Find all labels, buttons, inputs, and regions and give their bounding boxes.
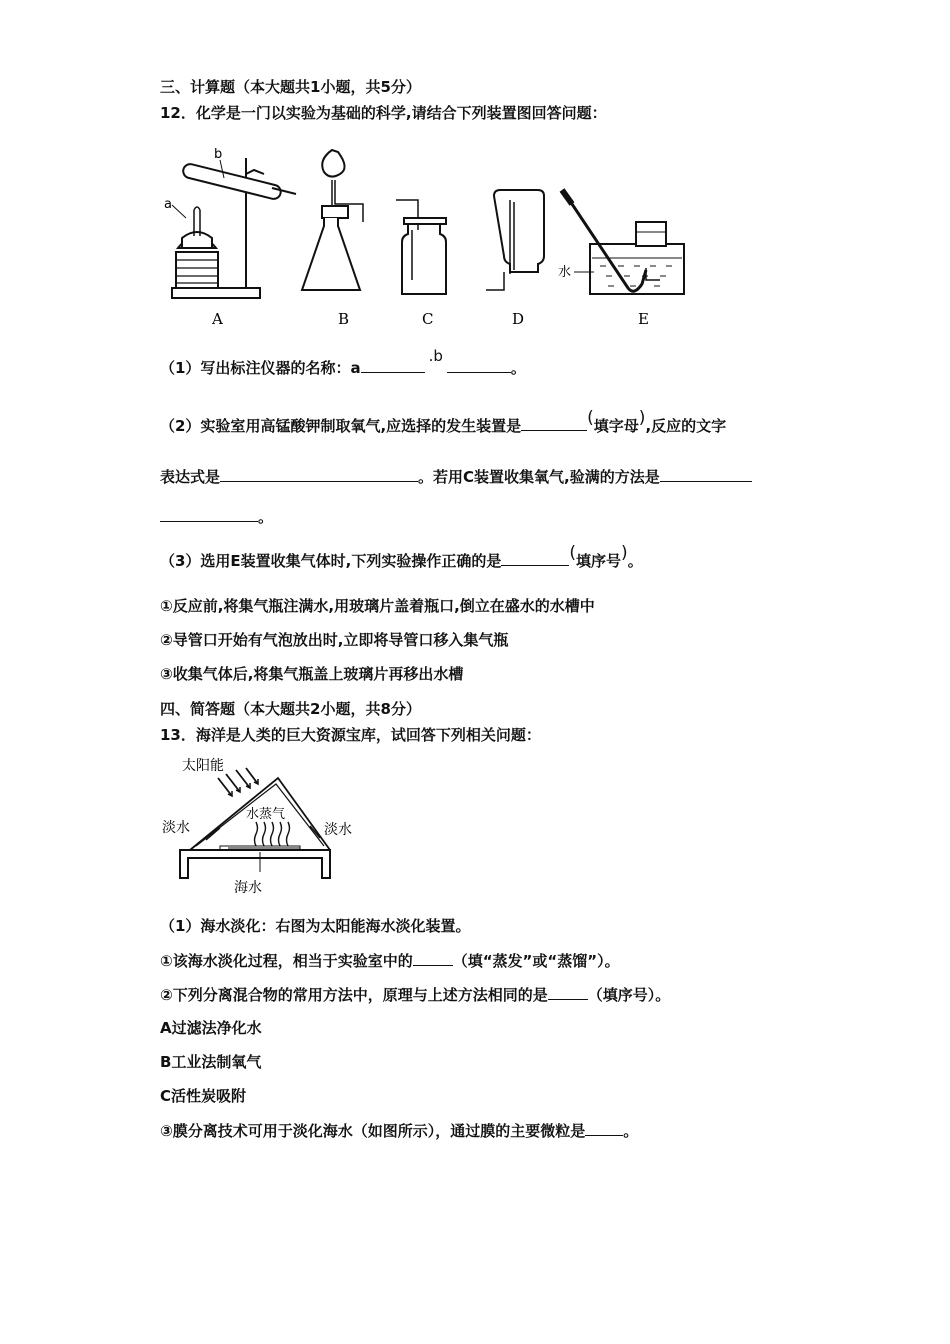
label-solar: 太阳能 <box>182 758 224 774</box>
question-13-stem: 13．海洋是人类的巨大资源宝库，试回答下列相关问题： <box>160 726 541 744</box>
paren-close-3: ) <box>621 543 628 563</box>
figure-label-water: 水 <box>558 265 572 280</box>
apparatus-d <box>486 190 544 290</box>
q13-sub1-hint: （填“蒸发”或“蒸馏”）。 <box>452 952 620 970</box>
option-1: ①反应前,将集气瓶注满水,用玻璃片盖着瓶口,倒立在盛水的水槽中 <box>160 597 595 615</box>
q12-part3-end: 。 <box>627 552 643 570</box>
q12-part2-text2: ,反应的文字 <box>645 417 727 435</box>
q13-sub2-text: ②下列分离混合物的常用方法中，原理与上述方法相同的是 <box>160 986 548 1004</box>
q12-part2-expr: 表达式是 <box>160 468 221 486</box>
question-12-stem: 12．化学是一门以实验为基础的科学,请结合下列装置图回答问题： <box>160 104 607 122</box>
choice-b: B工业法制氧气 <box>160 1053 262 1071</box>
answer-blank-process[interactable] <box>413 950 453 966</box>
q12-part2-line2 <box>160 466 752 487</box>
section-heading-4: 四、简答题（本大题共2小题，共8分） <box>160 700 421 718</box>
q13-sub2 <box>160 984 670 1005</box>
q13-sub2-hint: （填序号）。 <box>587 986 671 1004</box>
q12-part2-line3 <box>160 506 273 527</box>
solar-desalination-figure <box>160 752 370 898</box>
answer-blank-b[interactable] <box>447 357 511 373</box>
figure-label-b: b <box>214 147 223 162</box>
q12-part3 <box>160 543 643 571</box>
label-sea: 海水 <box>234 880 262 896</box>
option-2: ②导管口开始有气泡放出时,立即将导管口移入集气瓶 <box>160 631 509 649</box>
lab-apparatus-figure <box>160 140 700 335</box>
answer-blank-equation[interactable] <box>220 466 418 482</box>
label-fresh-left: 淡水 <box>162 820 190 836</box>
answer-blank-operation[interactable] <box>501 550 569 566</box>
apparatus-a <box>172 158 296 298</box>
q12-part1-b: .b <box>428 347 443 365</box>
q13-sub1-text: ①该海水淡化过程，相当于实验室中的 <box>160 952 413 970</box>
answer-blank-check-2[interactable] <box>160 506 258 522</box>
paren-open-3: ( <box>569 543 577 563</box>
apparatus-label-c: C <box>422 310 434 328</box>
q13-sub3-text: ③膜分离技术可用于淡化海水（如图所示），通过膜的主要微粒是 <box>160 1122 586 1140</box>
q12-part2-end: 。 <box>258 508 274 526</box>
apparatus-c <box>396 200 446 294</box>
apparatus-label-e: E <box>638 310 649 328</box>
answer-blank-method[interactable] <box>548 984 588 1000</box>
apparatus-label-a: A <box>212 310 223 328</box>
q12-part2-check: 。若用C装置收集氧气,验满的方法是 <box>418 468 660 486</box>
apparatus-label-d: D <box>512 310 525 328</box>
apparatus-e <box>562 190 684 294</box>
choice-a: A过滤法净化水 <box>160 1019 262 1037</box>
q13-part1: （1）海水淡化：右图为太阳能海水淡化装置。 <box>160 917 471 935</box>
q13-sub3-end: 。 <box>623 1122 639 1140</box>
answer-blank-device[interactable] <box>521 415 587 431</box>
figure-label-a: a <box>164 197 172 212</box>
q12-part1-end: 。 <box>510 359 526 377</box>
section-heading-3: 三、计算题（本大题共1小题，共5分） <box>160 78 421 96</box>
option-3: ③收集气体后,将集气瓶盖上玻璃片再移出水槽 <box>160 665 464 683</box>
apparatus-b <box>302 150 363 290</box>
answer-blank-particle[interactable] <box>585 1120 623 1136</box>
choice-c: C活性炭吸附 <box>160 1087 247 1105</box>
q12-part3-text: （3）选用E装置收集气体时,下列实验操作正确的是 <box>160 552 502 570</box>
hint-number: 填序号 <box>576 552 622 570</box>
label-vapor: 水蒸气 <box>246 807 286 822</box>
hint-letter: 填字母 <box>593 417 639 435</box>
answer-blank-check-1[interactable] <box>660 466 752 482</box>
apparatus-label-b: B <box>338 310 350 328</box>
label-fresh-right: 淡水 <box>324 822 352 838</box>
answer-blank-a[interactable] <box>361 357 425 373</box>
q12-part2-text: （2）实验室用高锰酸钾制取氧气,应选择的发生装置是 <box>160 417 522 435</box>
q13-sub1 <box>160 950 620 971</box>
paren-open: ( <box>587 408 594 428</box>
q12-part1 <box>160 347 526 378</box>
paren-close: ) <box>638 408 646 428</box>
q13-sub3 <box>160 1120 638 1141</box>
q12-part1-text: （1）写出标注仪器的名称：a <box>160 359 361 377</box>
q12-part2 <box>160 408 727 436</box>
